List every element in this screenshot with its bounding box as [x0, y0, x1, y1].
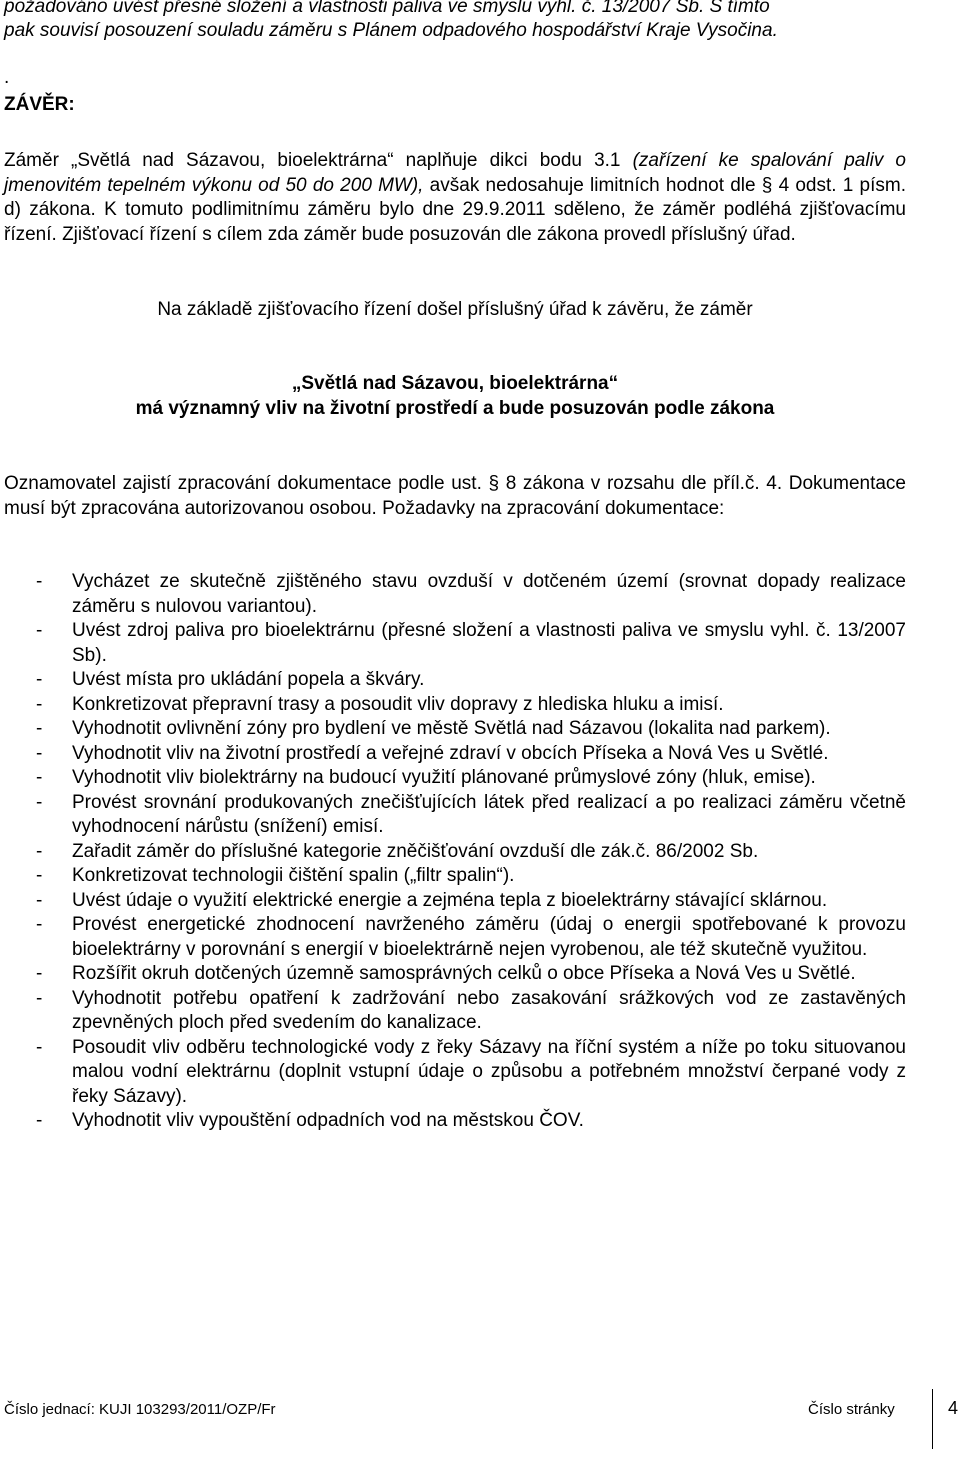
list-dash: - [36, 791, 43, 813]
requirement-text: Posoudit vliv odběru technologické vody z řeky Sázavy na říční systém a níže po toku situovanou malou vodní elektrárnu (doplnit vstupní údaje o způsobu a potřebném množství čerpané vody z řeky Sázavy). [72, 1036, 906, 1107]
requirement-item [0, 987, 906, 1036]
stray-dot-text: . [4, 67, 10, 88]
requirements-list [0, 570, 906, 1134]
stray-dot [4, 66, 906, 91]
requirement-text: Uvést místa pro ukládání popela a škváry. [72, 669, 425, 690]
list-dash: - [36, 693, 43, 715]
list-dash: - [36, 840, 43, 862]
requirement-text: Provést srovnání produkovaných znečišťujících látek před realizací a po realizaci záměru včetně vyhodnocení nárůstu (snížení) emisí. [72, 791, 906, 837]
requirement-text: Uvést zdroj paliva pro bioelektrárnu (přesné složení a vlastnosti paliva ve smyslu vyhl. č. 13/2007 Sb). [72, 620, 906, 666]
list-dash: - [36, 767, 43, 788]
requirement-item [0, 889, 906, 914]
requirement-text: Vyhodnotit vliv biolektrárny na budoucí využití plánované průmyslové zóny (hluk, emise). [72, 767, 816, 788]
requirement-item [0, 962, 906, 987]
requirement-text: Provést energetické zhodnocení navrženého záměru (údaj o energii spotřebované k provozu bioelektrárny v porovnání s energií v bioelektrárně nejen vyrobenou, ale též skutečně využitou. [72, 914, 906, 960]
requirement-text: Zařadit záměr do příslušné kategorie zněčišťování ovzduší dle zák.č. 86/2002 Sb. [72, 840, 759, 862]
requirement-item [0, 693, 906, 718]
requirement-text: Vyhodnotit potřebu opatření k zadržování nebo zasakování srážkových vod ze zastavěných zpevněných ploch před svedením do kanalizace. [72, 987, 906, 1033]
requirement-item [0, 742, 906, 767]
conclusion-heading: ZÁVĚR: [4, 94, 75, 115]
requirement-text: Rozšířit okruh dotčených územně samosprávných celků o obce Příseka a Nová Ves u Světlé. [72, 963, 856, 984]
documentation-notice: Oznamovatel zajistí zpracování dokumentace podle ust. § 8 zákona v rozsahu dle příl.č. 4. Dokumentace musí být zpracována autorizovanou osobou. Požadavky na zpracování dokumentace: [4, 473, 906, 519]
list-dash: - [36, 669, 43, 690]
requirement-text: Vyhodnotit vliv vypouštění odpadních vod na městskou ČOV. [72, 1110, 584, 1131]
list-dash: - [36, 620, 43, 641]
intro-line-2-text: pak souvisí posouzení souladu záměru s Plánem odpadového hospodářství Kraje Vysočina. [4, 20, 778, 41]
page-number-label: Číslo stránky [808, 1401, 895, 1418]
requirement-text: Vycházet ze skutečně zjištěného stavu ovzduší v dotčeném území (srovnat dopady realizace záměru s nulovou variantou). [72, 571, 906, 617]
requirement-item [0, 791, 906, 840]
reference-number: Číslo jednací: KUJI 103293/2011/OZP/Fr [4, 1401, 276, 1418]
requirement-text: Vyhodnotit ovlivnění zóny pro bydlení ve městě Světlá nad Sázavou (lokalita nad parkem). [72, 718, 831, 739]
decision-project-name: „Světlá nad Sázavou, bioelektrárna“ [291, 373, 619, 394]
page-footer [4, 1389, 959, 1455]
list-dash: - [36, 889, 43, 911]
intro-line-2 [4, 19, 906, 44]
requirement-text: Konkretizovat přepravní trasy a posoudit vliv dopravy z hlediska hluku a imisí. [72, 693, 724, 715]
requirement-item [0, 840, 906, 865]
intro-line-1 [4, 0, 906, 20]
requirement-text: Uvést údaje o využití elektrické energie a zejména tepla z bioelektrárny stávající sklárnou. [72, 889, 828, 911]
requirement-item [0, 766, 906, 791]
requirement-item [0, 1036, 906, 1110]
requirement-item [0, 1109, 906, 1134]
list-dash: - [36, 914, 43, 935]
intro-line-1-text: požadováno uvést přesné složení a vlastnosti paliva ve smyslu vyhl. č. 13/2007 Sb. S tímto [4, 0, 770, 17]
list-dash: - [36, 718, 43, 739]
requirement-item [0, 717, 906, 742]
decision-statement: má významný vliv na životní prostředí a bude posuzován podle zákona [135, 398, 775, 419]
requirement-item [0, 913, 906, 962]
requirement-text: Konkretizovat technologii čištění spalin („filtr spalin“). [72, 865, 515, 886]
requirement-item [0, 864, 906, 889]
conclusion-paragraph [4, 149, 906, 247]
footer-divider [932, 1389, 933, 1449]
list-dash: - [36, 1110, 43, 1131]
requirement-item [0, 668, 906, 693]
list-dash: - [36, 571, 43, 592]
list-dash: - [36, 1036, 43, 1058]
requirement-item [0, 570, 906, 619]
requirement-text: Vyhodnotit vliv na životní prostředí a veřejné zdraví v obcích Příseka a Nová Ves u Světlé. [72, 742, 829, 764]
list-dash: - [36, 963, 43, 984]
conclusion-text-italic: (zařízení ke spalování paliv o jmenovitém tepelném výkonu od 50 do 200 MW), [4, 150, 906, 196]
list-dash: - [36, 865, 43, 886]
list-dash: - [36, 742, 43, 764]
conclusion-text-a: Záměr „Světlá nad Sázavou, bioelektrárna“ naplňuje dikci bodu 3.1 [4, 150, 633, 171]
requirement-item [0, 619, 906, 668]
decision-lead: Na základě zjišťovacího řízení došel příslušný úřad k závěru, že záměr [157, 299, 753, 320]
page-number: 4 [948, 1398, 959, 1418]
list-dash: - [36, 987, 43, 1009]
conclusion-text-b: avšak nedosahuje limitních hodnot dle § 4 odst. 1 písm. d) zákona. K tomuto podlimitnímu záměru bylo dne 29.9.2011 sděleno, že záměr podléhá zjišťovacímu řízení. Zjišťovací řízení s cílem zda záměr bude posuzován dle zákona provedl příslušný úřad. [4, 174, 906, 245]
